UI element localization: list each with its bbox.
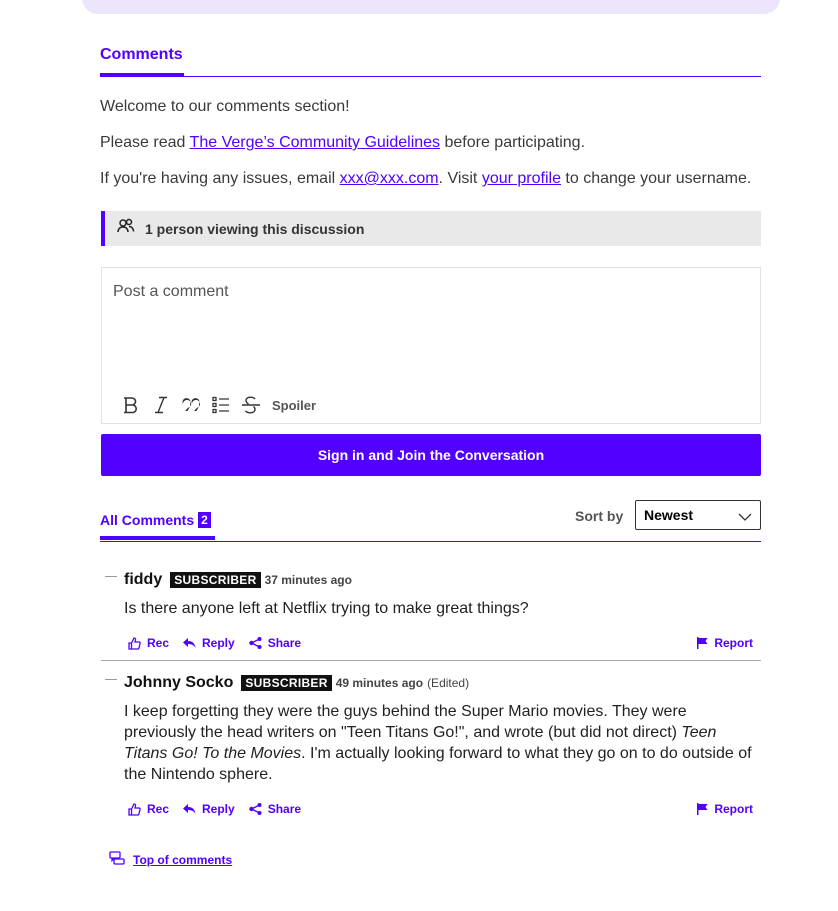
guidelines-link[interactable]: The Verge’s Community Guidelines: [189, 134, 441, 151]
welcome-text: Welcome to our comments section!: [100, 98, 350, 115]
profile-link[interactable]: your profile: [481, 170, 561, 187]
top-of-comments-label: Top of comments: [133, 852, 233, 867]
share-button[interactable]: [249, 802, 301, 816]
comment-item: [101, 668, 761, 828]
body-text: I keep forgetting they were the guys behind the Super Mario movies. They were previously the head writers on "Teen Titans Go!", and wrote (but did not direct): [124, 703, 687, 741]
guidelines-suffix: before participating.: [440, 134, 586, 151]
collapse-line[interactable]: [105, 679, 117, 680]
report-label: Report: [714, 802, 753, 816]
guidelines-line: [100, 133, 761, 153]
issues-suffix: to change your username.: [560, 170, 752, 187]
reply-label: Reply: [202, 636, 235, 650]
comment-body: [124, 701, 754, 785]
edited-label: (Edited): [427, 676, 470, 690]
people-icon: [117, 218, 135, 239]
guidelines-prefix: Please read: [100, 134, 190, 151]
share-label: Share: [267, 802, 302, 816]
sort-value: Newest: [644, 507, 694, 523]
rec-button[interactable]: [128, 636, 169, 650]
email-link[interactable]: xxx@xxx.com: [339, 170, 439, 187]
tab-comments[interactable]: Comments: [100, 46, 184, 77]
comments-header: [100, 40, 761, 77]
report-label: Report: [714, 636, 753, 650]
body-text: . I'm actually looking forward to what they go on to do outside of the Nintendo sphere.: [124, 745, 752, 783]
share-button[interactable]: [249, 636, 301, 650]
italic-icon[interactable]: [146, 393, 176, 417]
strikethrough-icon[interactable]: [236, 393, 266, 417]
bold-icon[interactable]: [116, 393, 146, 417]
rec-label: Rec: [147, 636, 170, 650]
comment-body: Is there anyone left at Netflix trying to make great things?: [124, 600, 529, 617]
subscriber-badge: SUBSCRIBER: [241, 675, 331, 691]
rec-button[interactable]: [128, 802, 169, 816]
viewing-banner: [101, 211, 761, 246]
visit-text: . Visit: [438, 170, 482, 187]
reply-icon: [183, 804, 196, 815]
reply-button[interactable]: [183, 802, 235, 816]
flag-icon: [696, 803, 708, 815]
timestamp[interactable]: 37 minutes ago: [264, 573, 352, 587]
tab-all-comments[interactable]: [100, 512, 215, 540]
list-icon[interactable]: [206, 393, 236, 417]
comment-meta: [124, 571, 352, 589]
share-label: Share: [267, 636, 302, 650]
share-icon: [249, 803, 262, 815]
flag-icon: [696, 637, 708, 649]
username[interactable]: Johnny Socko: [124, 674, 234, 691]
report-button[interactable]: [696, 636, 753, 650]
comment-actions: [128, 636, 315, 650]
comment-count-badge: 2: [198, 512, 211, 528]
timestamp[interactable]: 49 minutes ago: [335, 676, 424, 690]
share-icon: [249, 637, 262, 649]
issues-line: [100, 169, 761, 189]
collapse-line[interactable]: [105, 576, 117, 577]
top-of-comments-link[interactable]: [109, 851, 232, 868]
viewing-text: 1 person viewing this discussion: [145, 220, 365, 237]
comment-placeholder[interactable]: Post a comment: [113, 283, 229, 300]
reply-button[interactable]: [183, 636, 235, 650]
all-comments-label: All Comments: [100, 512, 195, 528]
chevron-down-icon: [738, 509, 752, 525]
comments-icon: [109, 851, 125, 868]
comment-meta: [124, 674, 469, 692]
comments-tabs: [100, 500, 761, 542]
reply-label: Reply: [202, 802, 235, 816]
issues-prefix: If you're having any issues, email: [100, 170, 340, 187]
quote-icon[interactable]: [176, 393, 206, 417]
reply-icon: [183, 638, 196, 649]
thumbs-up-icon: [128, 637, 141, 650]
spoiler-button[interactable]: Spoiler: [272, 397, 317, 413]
thumbs-up-icon: [128, 803, 141, 816]
comment-actions: [128, 802, 315, 816]
body-italic-title: Teen Titans Go! To the Movies: [124, 724, 717, 762]
top-banner: [82, 0, 780, 14]
intro-text: [100, 97, 761, 205]
username[interactable]: fiddy: [124, 571, 163, 588]
rec-label: Rec: [147, 802, 170, 816]
comment-composer[interactable]: [101, 267, 761, 424]
sort-select[interactable]: [635, 500, 761, 530]
subscriber-badge: SUBSCRIBER: [170, 572, 260, 588]
comment-item: [101, 565, 761, 661]
sign-in-button[interactable]: Sign in and Join the Conversation: [101, 434, 761, 476]
formatting-toolbar: [116, 393, 316, 417]
report-button[interactable]: [696, 802, 753, 816]
sort-label: Sort by: [575, 508, 624, 524]
